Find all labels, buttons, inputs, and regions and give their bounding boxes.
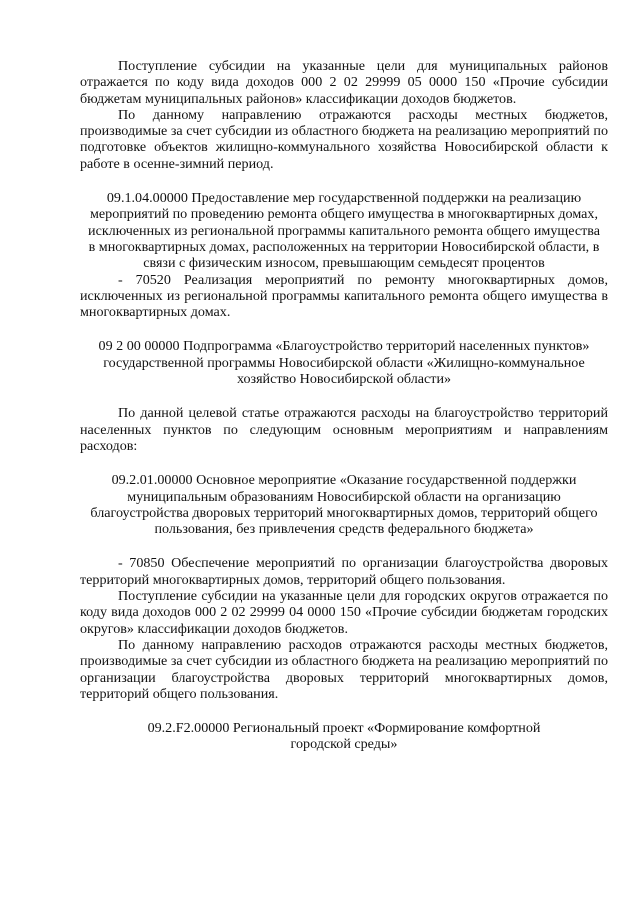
document-page: [80, 58, 608, 753]
paragraph-70520: - 70520 Реализация мероприятий по ремонту многоквартирных домов, исключенных из региональной программы капитального ремонта общего имущества в многоквартирных домах.: [80, 271, 608, 321]
heading-09-1-04: 09.1.04.00000 Предоставление мер государственной поддержки на реализацию мероприятий по проведению ремонта общего имущества в многоквартирных домах, исключенных из региональной программы капитального ремонта общего имущества в многоквартирных домах, расположенных на территории Новосибирской области, в связи с физическим износом, превышающим семьдесят процентов: [88, 190, 600, 272]
paragraph-subsidy-districts: Поступление субсидии на указанные цели для муниципальных районов отражается по коду вида доходов 000 2 02 29999 05 0000 150 «Прочие субсидии бюджетам муниципальных районов» классификации доходов бюджетов.: [80, 58, 608, 107]
paragraph-expenses-improvement: По данному направлению расходов отражаются расходы местных бюджетов, производимые за счет субсидии из областного бюджета на реализацию мероприятий по организации благоустройства дворовых территорий многоквартирных домов, территорий общего пользования.: [80, 636, 608, 702]
heading-09-2-f2: 09.2.F2.00000 Региональный проект «Формирование комфортной городской среды»: [147, 720, 541, 753]
heading-09-2-00: 09 2 00 00000 Подпрограмма «Благоустройство территорий населенных пунктов» государственной программы Новосибирской области «Жилищно-коммунальное хозяйство Новосибирской области»: [98, 338, 590, 388]
paragraph-target-article-expenses: По данной целевой статье отражаются расходы на благоустройство территорий населенных пунктов по следующим основным мероприятиям и направлениям расходов:: [80, 405, 608, 454]
heading-09-2-01: 09.2.01.00000 Основное мероприятие «Оказание государственной поддержки муниципальным образованиям Новосибирской области на организацию благоустройства дворовых территорий многоквартирных домов, территорий общего пользования, без привлечения средств федерального бюджета»: [90, 472, 598, 538]
paragraph-70850: - 70850 Обеспечение мероприятий по организации благоустройства дворовых территорий многоквартирных домов, территорий общего пользования.: [80, 555, 608, 588]
paragraph-subsidy-city-districts: Поступление субсидии на указанные цели для городских округов отражается по коду вида доходов 000 2 02 29999 04 0000 150 «Прочие субсидии бюджетам городских округов» классификации доходов бюджетов.: [80, 588, 608, 637]
paragraph-expenses-heating-season: По данному направлению отражаются расходы местных бюджетов, производимые за счет субсидии из областного бюджета на реализацию мероприятий по подготовке объектов жилищно-коммунального хозяйства Новосибирской области к работе в осенне-зимний период.: [80, 106, 608, 172]
